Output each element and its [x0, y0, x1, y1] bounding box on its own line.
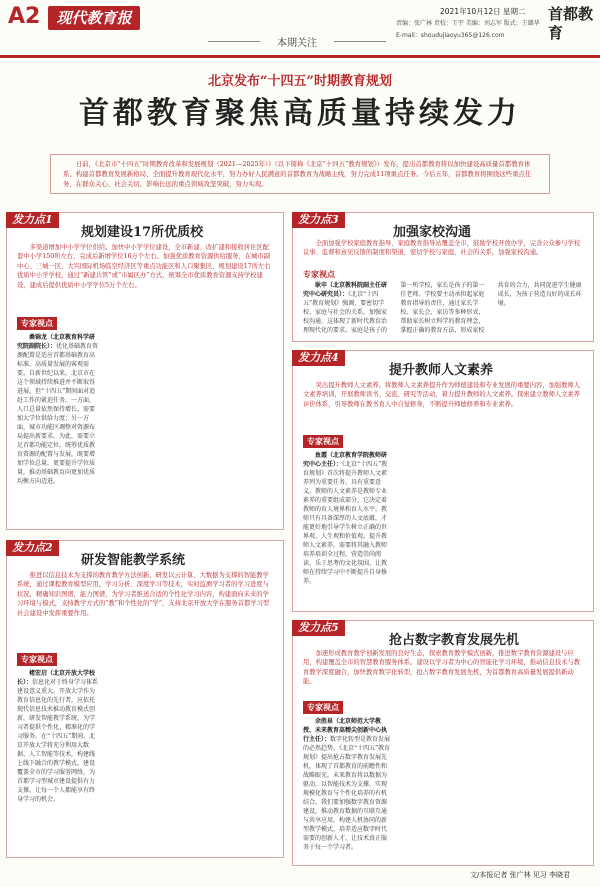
section-2-expert-name: 褚宏启（北京开放大学校长）： — [17, 670, 96, 686]
section-5-expert-name: 余胜泉（北京师范大学教授、未来教育高精尖创新中心执行主任）： — [303, 718, 388, 743]
section-3 — [292, 212, 594, 342]
section-5 — [292, 620, 594, 866]
section-1-expert-name: 桑锦龙（北京教育科学研究院副院长）： — [17, 334, 96, 350]
section-2-badge: 发力点2 — [6, 540, 59, 556]
section-2-expert-body: 信息化对于终身学习体系建设意义重大。开放大学作为教育信息化的先行者，应依托现代信息技术推动教育模式创新，研发智能教学系统，为学习者提供个性化、精准化的学习服务。在“十四五”期间，北京开放大学将充分利用大数据、人工智能等技术，构建线上线下融合的教学模式，建设覆盖全市的学习服务网络，为首都学习型城市建设提供有力支撑，让每一个人都能享有终身学习的机会。 — [17, 679, 99, 803]
section-5-expert-body: 数字化转型是教育发展的必然趋势。《北京“十四五”教育规划》提出抢占数字教育发展先机，体现了首都教育的前瞻性和战略眼光。未来教育将以数据为驱动，以智能技术为支撑，实现规模化教育与个性化培养的有机结合。我们要加强数字教育资源建设，推动教育数据的互联互通与共享应用，构建人机协同的新型教学模式，培养适应数字时代需要的创新人才，让技术真正服务于每一个学习者。 — [303, 736, 391, 851]
section-4-title: 提升教师人文素养 — [389, 363, 494, 378]
section-5-expert-text — [303, 717, 587, 859]
section-4-badge: 发力点4 — [292, 350, 345, 366]
section-4-expert-body: 《北京“十四五”教育规划》首次将提升教师人文素养列为重要任务，具有重要意义。教师的人文素养是教师专业素养的重要组成部分，它决定着教师的育人境界和育人水平。教师只有具备深厚的人文底蕴，才能更好地引导学生树立正确的世界观、人生观和价值观。提升教师人文素养，需要将其融入教师培养培训全过程，营造崇尚阅读、乐于思考的文化氛围，让教师在持续学习中不断提升自身修养。 — [303, 461, 388, 585]
section-1-lead: 多渠道增加中小学学位供给。加快中小学学位建设，全市新建、改扩建和接收居住区配套中小学150所左右，完成后新增学位16万个左右。加强优质教育资源供给服务，在城市副中心、三城一区、大兴国际机场临空经济区等重点功能区和人口聚集区，规划建设17所左右优质中小学学校，通过“新建共管”或“市属区办”方式，统筹全市优质教育资源支持学校建设，建成后提供优质中小学学位5万个左右。 — [17, 244, 271, 289]
section-4 — [292, 350, 594, 612]
issue-date: 2021年10月12日 星期二 — [440, 7, 526, 16]
section-5-title: 抢占数字教育发展先机 — [389, 633, 520, 648]
page-number: A2 — [8, 4, 41, 29]
section-4-expert-name: 鱼霞（北京教育学院教师研究中心主任）： — [303, 452, 388, 468]
section-5-expert-label: 专家视点 — [303, 701, 343, 714]
section-4-expert-text — [303, 451, 587, 605]
section-3-title: 加强家校沟通 — [393, 225, 472, 240]
section-5-badge: 发力点5 — [292, 620, 345, 636]
section-1-expert-text — [17, 333, 277, 523]
section-3-badge: 发力点3 — [292, 212, 345, 228]
section-5-lead: 加速形成教育教学创新发展的良好生态，探索教育教学模式创新，推进数字教育资源建设与应用，构建覆盖全市的智慧教育服务体系。建设以学习者为中心的智能化学习环境，推动信息技术与教育教学深度融合，加快教育数字化转型，抢占数字教育发展先机，为首都教育高质量发展提供新动能。 — [303, 650, 581, 686]
article-credit: 文/本报记者 张广林 见习 李晓君 — [470, 871, 571, 879]
section-1-expert-body: 优化基础教育资源配置是适应首都基础教育高标准、高质量发展的客观需要。自新世纪以来，北京市在这个领域持续推进并不断取得进展，但“十四五”期间面对追赶工作的紧迫任务，一方面，人口总量依然保持增长，需要加大学位供给力度；另一方面，城市功能区调整对资源布局提出新要求。为此，需要立足首都功能定位，统筹优质教育资源的配置与发展，既要增加学位总量，更要提升学位质量，推动基础教育向更加优质均衡方向迈进。 — [17, 343, 99, 485]
page-header — [0, 0, 600, 58]
section-1-badge: 发力点1 — [6, 212, 59, 228]
newspaper-logo: 现代教育报 — [48, 6, 140, 30]
section-1-title: 规划建设17所优质校 — [81, 225, 204, 240]
section-3-expert-label: 专家视点 — [303, 270, 335, 279]
article-subtitle: 北京发布“十四五”时期教育规划 — [208, 74, 392, 89]
section-2-expert-label: 专家视点 — [17, 653, 57, 666]
section-2 — [6, 540, 284, 858]
contact-email: E-mail：shoudujiaoyu365@126.com — [396, 32, 505, 39]
section-tag-label: 本期关注 — [277, 38, 317, 49]
section-tag — [208, 34, 386, 49]
article-title: 首都教育聚焦高质量持续发力 — [79, 96, 521, 131]
article-intro: 日前，《北京市“十四五”时期教育改革和发展规划（2021—2025年）》（以下简称《北京“十四五”教育规划》）发布，提出首都教育将以加快建设高质量首都教育体系、构建首都教育发展新格局、全面提升教育现代化水平，努力办好人民满意的首都教育为战略主线，努力完成11项重点任务。今后五年，首都教育将围绕这些重点任务，在群众关心、社会关切、影响长远的重点领域攻坚突破，努力实现。 — [50, 154, 550, 194]
section-1 — [6, 212, 284, 530]
section-1-expert-label: 专家视点 — [17, 317, 57, 330]
section-3-expert-name: 耿申（北京教科院副主任研究中心研究员）： — [303, 282, 388, 298]
section-2-lead: 推进以信息技术为支撑的教育教学方法创新，研发以云计算、大数据为支撑的智能教学系统，通过课程教育模型应用，学习分析、深度学习等技术，实时监测学习者的学习进度与状况，精确知识图谱，能力图谱，为学习者推送合适的个性化学习内容，构建面向未来的学习环境与模式，支持教学方式的“教”和个性化的“学”，支持北京开放大学在服务首都学习型社会建设中发挥重要作用。 — [17, 572, 270, 617]
section-2-expert-text — [17, 669, 277, 851]
editor-credits: 责编：张广林 责校：王宇 美编：刘志军 版式：王璐华 — [396, 20, 540, 27]
section-3-expert-body: 《北京“十四五”教育规划》强调，要密切学校、家庭与社会的关系，加强家校沟通，这体现了新时代教育治理现代化的要求。家庭是孩子的第一所学校，家长是孩子的第一任老师。学校要主动承担起家庭教育指导的责任，通过家长学校、家长会、家访等多种形式，帮助家长树立科学的教育理念，掌握正确的教育方法，形成家校共育的合力，共同促进学生健康成长，为孩子营造良好的成长环境。 — [303, 282, 582, 334]
section-4-expert-label: 专家视点 — [303, 435, 343, 448]
section-3-lead: 全面加强学校家庭教育指导，家庭教育指导站覆盖全市，鼓励学校开放办学，完善公众参与学校议事、监督和意见反馈的制度和渠道，密切学校与家庭、社会的关系，加强家校沟通。 — [303, 240, 581, 257]
section-4-lead: 突出提升教师人文素养。将教师人文素养提升作为师德建设和专业发展的重要内容，加强教师人文素养培训，开展教师读书、交流、研究等活动，着力提升教师的人文素养。探索建立教师人文素养评价体系，引导教师在教书育人中自觉修身，不断提升师德修养和专业素养。 — [303, 382, 581, 408]
column-name: 首都教育 — [548, 5, 594, 42]
section-2-title: 研发智能教学系统 — [81, 553, 186, 568]
section-3-expert-text — [303, 281, 587, 337]
